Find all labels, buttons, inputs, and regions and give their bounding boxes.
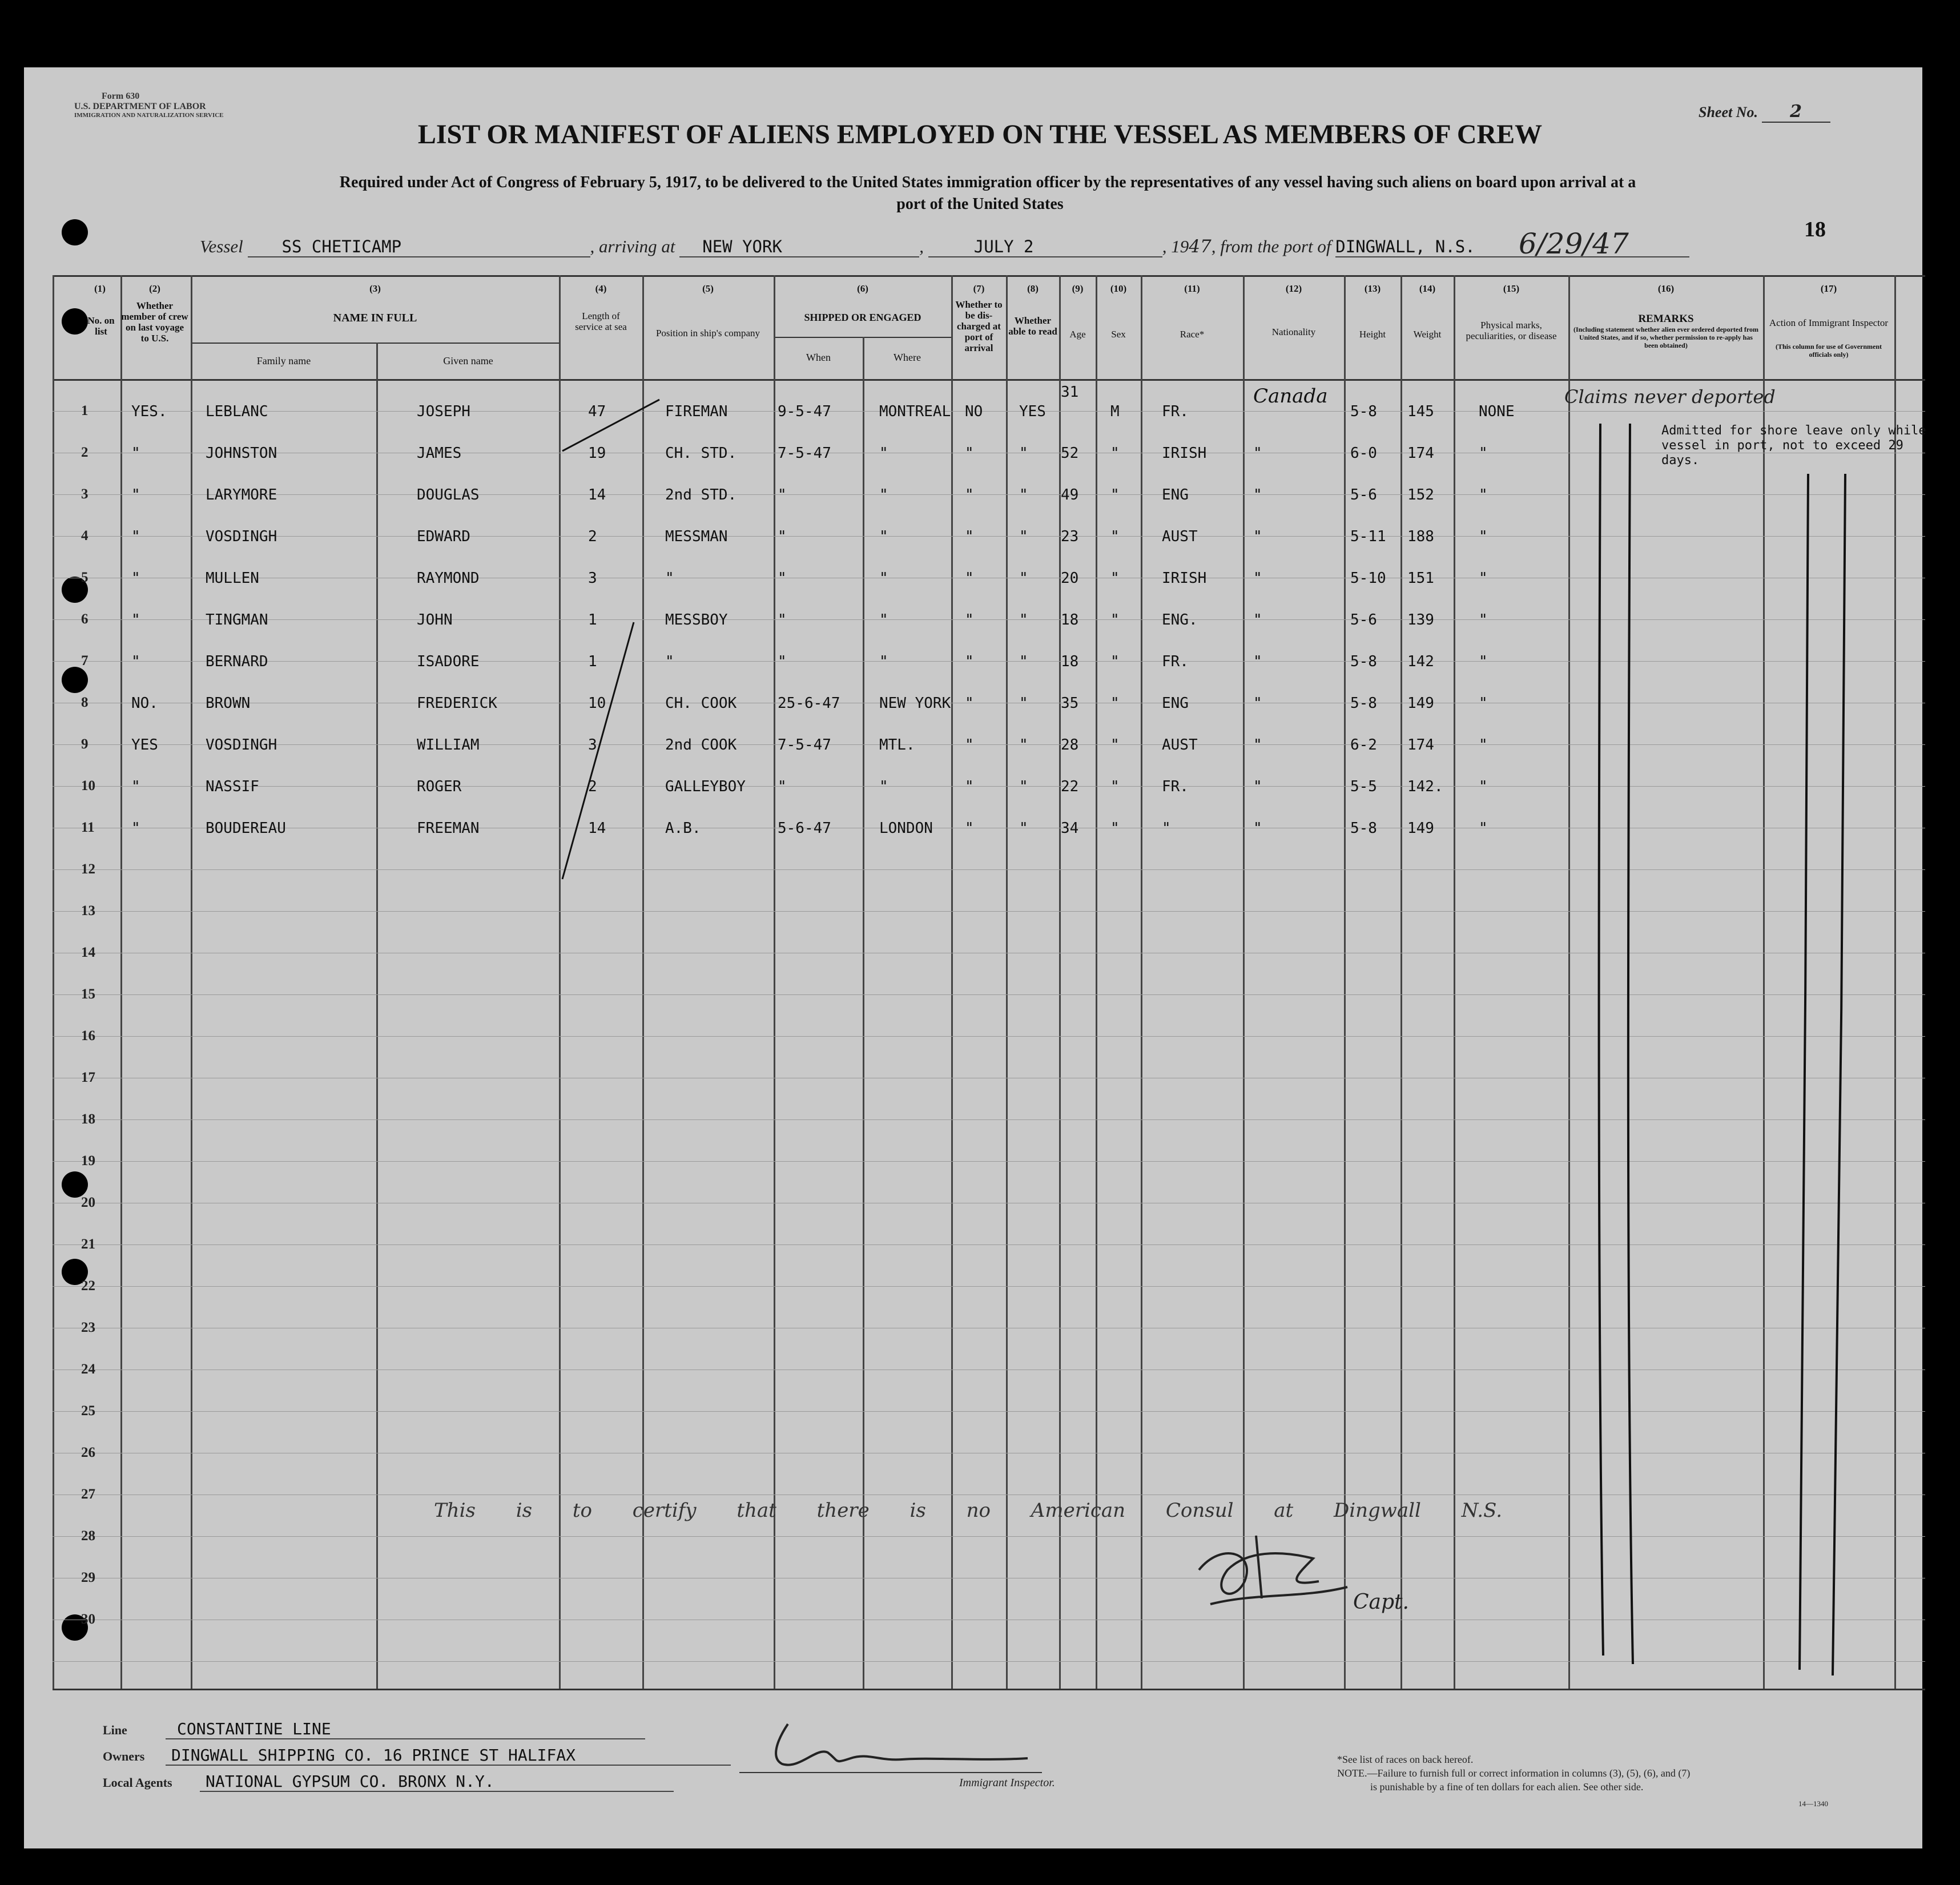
cell-given: EDWARD <box>417 528 470 545</box>
cell-age: 34 <box>1061 820 1079 837</box>
cell-family: BROWN <box>206 695 251 712</box>
cell-family: MULLEN <box>206 570 259 587</box>
cell-sex: " <box>1110 445 1120 462</box>
cell-prev: " <box>131 486 140 504</box>
cell-family: TINGMAN <box>206 611 268 629</box>
cell-position: A.B. <box>665 820 701 837</box>
cell-discharged: " <box>965 695 974 712</box>
arrival-port: NEW YORK <box>679 237 919 257</box>
manifest-subtitle-2: port of the United States <box>896 195 1064 213</box>
row-number: 7 <box>81 653 88 668</box>
cell-position: FIREMAN <box>665 403 728 420</box>
remarks-typed: Admitted for shore leave only while vessel in port, not to exceed 29 days. <box>1661 424 1926 468</box>
cell-discharged: " <box>965 653 974 670</box>
ditto-stroke <box>1599 424 1603 1656</box>
cell-read: " <box>1019 778 1028 795</box>
row-number: 19 <box>81 1153 95 1169</box>
cell-family: LARYMORE <box>206 486 277 504</box>
row-number: 14 <box>81 945 95 960</box>
col-no-header: No. on list <box>87 315 115 337</box>
cell-weight: 174 <box>1407 445 1434 462</box>
row-number: 6 <box>81 611 88 627</box>
cell-where: " <box>879 570 888 587</box>
col-race-header: Race* <box>1180 329 1205 340</box>
col-discharged-number: (7) <box>973 283 985 294</box>
cell-read: " <box>1019 528 1028 545</box>
cell-discharged: " <box>965 528 974 545</box>
cell-when: " <box>778 570 787 587</box>
cell-position: 2nd COOK <box>665 736 737 754</box>
cell-marks: " <box>1479 736 1488 754</box>
col-name-header: NAME IN FULL <box>333 312 417 324</box>
col-position-number: (5) <box>702 283 714 294</box>
cell-height: 5-10 <box>1350 570 1386 587</box>
cell-height: 5-6 <box>1350 486 1377 504</box>
cell-service: 19 <box>588 445 606 462</box>
cell-service: 1 <box>588 653 597 670</box>
footer-owners-row <box>103 1746 731 1766</box>
cell-family: VOSDINGH <box>206 736 277 754</box>
cell-service: 10 <box>588 695 606 712</box>
cell-where: " <box>879 486 888 504</box>
cell-position: " <box>665 570 674 587</box>
row-number: 18 <box>81 1111 95 1127</box>
col-remarks-note: (Including statement whether alien ever ordered deported from United States, and if so, whether permission to re-apply has been obtained) <box>1573 325 1759 349</box>
agents-label: Local Agents <box>103 1775 172 1790</box>
cell-race: " <box>1162 820 1171 837</box>
cell-where: " <box>879 611 888 629</box>
cell-marks: NONE <box>1479 403 1515 420</box>
cell-discharged: NO <box>965 403 983 420</box>
row-number: 4 <box>81 528 88 543</box>
cell-height: 5-8 <box>1350 653 1377 670</box>
form-code: 14—1340 <box>1798 1799 1828 1808</box>
cell-when: 9-5-47 <box>778 403 831 420</box>
col-weight-header: Weight <box>1413 329 1442 340</box>
service-strike <box>562 400 659 451</box>
row-number: 25 <box>81 1403 95 1419</box>
row-number: 30 <box>81 1612 95 1627</box>
ditto-stroke <box>1800 474 1808 1670</box>
cell-height: 5-8 <box>1350 695 1377 712</box>
cell-given: ROGER <box>417 778 462 795</box>
cell-sex: M <box>1110 403 1120 420</box>
cell-position: GALLEYBOY <box>665 778 746 795</box>
cell-weight: 149 <box>1407 820 1434 837</box>
row-number: 24 <box>81 1362 95 1377</box>
cell-discharged: " <box>965 736 974 754</box>
cell-marks: " <box>1479 778 1488 795</box>
row-number: 29 <box>81 1570 95 1585</box>
cell-age: 31 <box>1061 384 1079 401</box>
cell-marks: " <box>1479 695 1488 712</box>
col-shipped-where-header: Where <box>894 352 921 363</box>
col-height-header: Height <box>1359 329 1386 340</box>
cell-prev: " <box>131 528 140 545</box>
col-discharged-header: Whether to be dis-charged at port of arrival <box>955 299 1003 353</box>
footer-line-row <box>103 1719 645 1739</box>
cell-prev: " <box>131 778 140 795</box>
cell-position: MESSBOY <box>665 611 728 629</box>
cell-weight: 151 <box>1407 570 1434 587</box>
col-nationality-number: (12) <box>1285 283 1302 294</box>
row-number: 12 <box>81 861 95 877</box>
handwritten-date: 6/29/47 <box>1519 227 1629 260</box>
cell-given: JOSEPH <box>417 403 470 420</box>
cell-when: " <box>778 778 787 795</box>
cell-family: LEBLANC <box>206 403 268 420</box>
cell-sex: " <box>1110 778 1120 795</box>
cell-sex: " <box>1110 820 1120 837</box>
cell-nationality: " <box>1253 611 1262 629</box>
col-read-header: Whether able to read <box>1008 315 1057 337</box>
cell-nationality: " <box>1253 736 1262 754</box>
arriving-label: , arriving at <box>590 236 675 256</box>
cell-age: 35 <box>1061 695 1079 712</box>
cell-service: 14 <box>588 820 606 837</box>
sheet-number-value: 2 <box>1762 102 1830 123</box>
row-number: 22 <box>81 1278 95 1294</box>
cell-given: WILLIAM <box>417 736 480 754</box>
cell-where: " <box>879 778 888 795</box>
cell-where: " <box>879 528 888 545</box>
sheet-label: Sheet No. <box>1699 104 1758 120</box>
cell-when: 7-5-47 <box>778 736 831 754</box>
cell-sex: " <box>1110 611 1120 629</box>
col-physical-marks-header: Physical marks, peculiarities, or disease <box>1466 320 1557 341</box>
manifest-subtitle-1: Required under Act of Congress of February 5, 1917, to be delivered to the United States immigration officer by the representatives of any vessel having such aliens on board upon arrival at a <box>339 174 1636 191</box>
cell-marks: " <box>1479 486 1488 504</box>
row-number: 10 <box>81 778 95 794</box>
cell-when: " <box>778 486 787 504</box>
cell-service: 14 <box>588 486 606 504</box>
cell-race: FR. <box>1162 653 1189 670</box>
col-shipped-header: SHIPPED OR ENGAGED <box>804 312 921 323</box>
cell-family: VOSDINGH <box>206 528 277 545</box>
row-number: 28 <box>81 1528 95 1544</box>
cell-family: NASSIF <box>206 778 259 795</box>
service-strike <box>562 622 634 879</box>
cell-age: 22 <box>1061 778 1079 795</box>
inspector-label: Immigrant Inspector. <box>959 1777 1055 1789</box>
failure-note: NOTE.—Failure to furnish full or correct information in columns (3), (5), (6), and (7) <box>1337 1767 1691 1779</box>
form-number: Form 630 <box>102 91 140 101</box>
cell-read: " <box>1019 445 1028 462</box>
cell-age: 23 <box>1061 528 1079 545</box>
agents-value: NATIONAL GYPSUM CO. BRONX N.Y. <box>200 1772 674 1792</box>
cell-sex: " <box>1110 486 1120 504</box>
row-number: 2 <box>81 445 88 460</box>
cell-race: AUST <box>1162 528 1198 545</box>
cell-where: " <box>879 445 888 462</box>
col-nationality-header: Nationality <box>1271 327 1316 337</box>
cell-nationality: " <box>1253 820 1262 837</box>
cell-read: " <box>1019 736 1028 754</box>
row-number: 11 <box>81 820 95 835</box>
cell-read: YES <box>1019 403 1046 420</box>
footer-agents-row <box>103 1772 674 1792</box>
cell-height: 6-0 <box>1350 445 1377 462</box>
cell-family: BERNARD <box>206 653 268 670</box>
cell-family: JOHNSTON <box>206 445 277 462</box>
inspector-signature <box>742 1707 1039 1781</box>
cell-age: 28 <box>1061 736 1079 754</box>
cell-sex: " <box>1110 528 1120 545</box>
service-name: IMMIGRATION AND NATURALIZATION SERVICE <box>74 112 224 119</box>
cell-marks: " <box>1479 570 1488 587</box>
col-action-header: Action of Immigrant Inspector <box>1769 317 1889 328</box>
cell-nationality: " <box>1253 695 1262 712</box>
cell-given: ISADORE <box>417 653 480 670</box>
vessel-line: Vessel SS CHETICAMP , arriving at NEW YORK , JULY 2 , 1947, from the port of DINGWALL, N.S. <box>200 236 1689 257</box>
cell-discharged: " <box>965 445 974 462</box>
cell-weight: 149 <box>1407 695 1434 712</box>
col-sex-number: (10) <box>1110 283 1127 294</box>
captain-signature <box>1188 1519 1370 1621</box>
col-given-name-header: Given name <box>443 355 493 366</box>
cell-given: JAMES <box>417 445 462 462</box>
year-value: 47 <box>1189 236 1212 257</box>
cell-service: 2 <box>588 528 597 545</box>
cell-prev: YES <box>131 736 158 754</box>
cell-position: CH. COOK <box>665 695 737 712</box>
cell-marks: " <box>1479 653 1488 670</box>
failure-note-continued: is punishable by a fine of ten dollars for each alien. See other side. <box>1370 1781 1644 1793</box>
cell-service: 47 <box>588 403 606 420</box>
cell-when: 25-6-47 <box>778 695 840 712</box>
cell-where: LONDON <box>879 820 933 837</box>
row-number: 3 <box>81 486 88 502</box>
arrival-date: JULY 2 <box>928 237 1162 257</box>
cell-prev: " <box>131 820 140 837</box>
cell-read: " <box>1019 695 1028 712</box>
ditto-stroke <box>1628 424 1633 1664</box>
cell-given: JOHN <box>417 611 453 629</box>
cell-prev: " <box>131 445 140 462</box>
cell-when: " <box>778 528 787 545</box>
cell-nationality: " <box>1253 653 1262 670</box>
cell-nationality: " <box>1253 570 1262 587</box>
row-number: 16 <box>81 1028 95 1044</box>
cell-marks: " <box>1479 528 1488 545</box>
line-value: CONSTANTINE LINE <box>166 1719 645 1739</box>
col-shipped-when-header: When <box>806 352 831 363</box>
row-number: 21 <box>81 1236 95 1252</box>
cell-race: ENG <box>1162 695 1189 712</box>
cell-age: 18 <box>1061 653 1079 670</box>
cell-weight: 139 <box>1407 611 1434 629</box>
cell-nationality: " <box>1253 778 1262 795</box>
cell-weight: 188 <box>1407 528 1434 545</box>
cell-read: " <box>1019 653 1028 670</box>
cell-position: MESSMAN <box>665 528 728 545</box>
cell-sex: " <box>1110 736 1120 754</box>
certification-text: This is to certify that there is no American Consul at Dingwall N.S. <box>434 1499 1503 1522</box>
cell-nationality: " <box>1253 445 1262 462</box>
row-number: 9 <box>81 736 88 752</box>
page-stamp: 18 <box>1804 218 1826 241</box>
cell-when: " <box>778 653 787 670</box>
row-number: 26 <box>81 1445 95 1460</box>
col-remarks-number: (16) <box>1657 283 1675 294</box>
cell-prev: " <box>131 653 140 670</box>
row-number: 20 <box>81 1195 95 1210</box>
cell-given: DOUGLAS <box>417 486 480 504</box>
cell-race: IRISH <box>1162 570 1207 587</box>
cell-given: FREEMAN <box>417 820 480 837</box>
races-note: *See list of races on back hereof. <box>1337 1754 1474 1765</box>
cell-race: ENG <box>1162 486 1189 504</box>
from-port-label: , from the port of <box>1211 236 1331 256</box>
col-race-number: (11) <box>1184 283 1200 294</box>
row-number: 8 <box>81 695 88 710</box>
col-remarks-header: REMARKS <box>1638 313 1694 325</box>
cell-where: MTL. <box>879 736 915 754</box>
row-number: 13 <box>81 903 95 919</box>
cell-prev: " <box>131 570 140 587</box>
cell-sex: " <box>1110 695 1120 712</box>
cell-age: 52 <box>1061 445 1079 462</box>
col-prev-voyage-header: Whether member of crew on last voyage to U.S. <box>121 300 188 344</box>
inspector-signature-rule <box>739 1772 1042 1773</box>
col-shipped-number: (6) <box>857 283 868 294</box>
owners-value: DINGWALL SHIPPING CO. 16 PRINCE ST HALIFAX <box>166 1746 731 1766</box>
cell-weight: 142. <box>1407 778 1443 795</box>
departure-port: DINGWALL, N.S. <box>1335 237 1689 257</box>
cell-when: 7-5-47 <box>778 445 831 462</box>
col-height-number: (13) <box>1364 283 1381 294</box>
cell-weight: 174 <box>1407 736 1434 754</box>
col-service-number: (4) <box>595 283 607 294</box>
cell-discharged: " <box>965 778 974 795</box>
cell-given: RAYMOND <box>417 570 480 587</box>
cell-height: 5-5 <box>1350 778 1377 795</box>
col-weight-number: (14) <box>1419 283 1436 294</box>
row-number: 15 <box>81 986 95 1002</box>
cell-age: 18 <box>1061 611 1079 629</box>
cell-height: 5-8 <box>1350 820 1377 837</box>
cell-weight: 152 <box>1407 486 1434 504</box>
cell-service: 1 <box>588 611 597 629</box>
col-name-number: (3) <box>369 283 381 294</box>
row-number: 1 <box>81 403 88 418</box>
ditto-stroke <box>1833 474 1845 1675</box>
col-sex-header: Sex <box>1111 329 1126 340</box>
cell-height: 6-2 <box>1350 736 1377 754</box>
cell-age: 49 <box>1061 486 1079 504</box>
col-read-number: (8) <box>1027 283 1039 294</box>
cell-read: " <box>1019 611 1028 629</box>
cell-race: AUST <box>1162 736 1198 754</box>
col-prev-voyage-number: (2) <box>149 283 160 294</box>
col-physical-marks-number: (15) <box>1503 283 1520 294</box>
line-label: Line <box>103 1723 127 1737</box>
cell-weight: 142 <box>1407 653 1434 670</box>
row-number: 17 <box>81 1070 95 1085</box>
col-service-header: Length of service at sea <box>575 311 627 332</box>
cell-when: " <box>778 611 787 629</box>
col-age-number: (9) <box>1072 283 1084 294</box>
department-name: U.S. DEPARTMENT OF LABOR <box>74 102 206 111</box>
cell-nationality: Canada <box>1253 385 1328 408</box>
cell-height: 5-6 <box>1350 611 1377 629</box>
col-no-number: (1) <box>94 283 106 294</box>
vessel-name: SS CHETICAMP <box>248 237 590 257</box>
col-action-note: (This column for use of Government officials only) <box>1775 343 1882 359</box>
cell-marks: " <box>1479 611 1488 629</box>
cell-sex: " <box>1110 570 1120 587</box>
cell-where: " <box>879 653 888 670</box>
cell-read: " <box>1019 820 1028 837</box>
cell-discharged: " <box>965 570 974 587</box>
cell-position: CH. STD. <box>665 445 737 462</box>
cell-when: 5-6-47 <box>778 820 831 837</box>
cell-where: MONTREAL <box>879 403 951 420</box>
cell-sex: " <box>1110 653 1120 670</box>
cell-race: ENG. <box>1162 611 1198 629</box>
cell-race: FR. <box>1162 778 1189 795</box>
cell-position: " <box>665 653 674 670</box>
col-family-name-header: Family name <box>256 355 311 366</box>
cell-service: 3 <box>588 736 597 754</box>
col-position-header: Position in ship's company <box>655 328 760 339</box>
cell-where: NEW YORK <box>879 695 951 712</box>
col-age-header: Age <box>1069 329 1086 340</box>
cell-read: " <box>1019 486 1028 504</box>
vessel-label: Vessel <box>200 236 243 256</box>
cell-marks: " <box>1479 820 1488 837</box>
year-prefix: 19 <box>1171 236 1189 256</box>
cell-weight: 145 <box>1407 403 1434 420</box>
row-number: 27 <box>81 1487 95 1502</box>
cell-age: 20 <box>1061 570 1079 587</box>
cell-read: " <box>1019 570 1028 587</box>
owners-label: Owners <box>103 1749 145 1763</box>
cell-discharged: " <box>965 820 974 837</box>
captain-title: Capt. <box>1353 1590 1409 1614</box>
row-number: 23 <box>81 1320 95 1335</box>
row-number: 5 <box>81 570 88 585</box>
manifest-title: LIST OR MANIFEST OF ALIENS EMPLOYED ON THE VESSEL AS MEMBERS OF CREW <box>417 119 1543 150</box>
cell-discharged: " <box>965 611 974 629</box>
col-action-number: (17) <box>1820 283 1837 294</box>
cell-marks: " <box>1479 445 1488 462</box>
cell-nationality: " <box>1253 528 1262 545</box>
cell-family: BOUDEREAU <box>206 820 286 837</box>
cell-height: 5-8 <box>1350 403 1377 420</box>
cell-given: FREDERICK <box>417 695 497 712</box>
cell-service: 3 <box>588 570 597 587</box>
cell-race: FR. <box>1162 403 1189 420</box>
remarks-handwritten: Claims never deported <box>1564 386 1776 408</box>
cell-prev: " <box>131 611 140 629</box>
cell-prev: NO. <box>131 695 158 712</box>
cell-discharged: " <box>965 486 974 504</box>
cell-race: IRISH <box>1162 445 1207 462</box>
cell-prev: YES. <box>131 403 167 420</box>
cell-service: 2 <box>588 778 597 795</box>
cell-height: 5-11 <box>1350 528 1386 545</box>
cell-nationality: " <box>1253 486 1262 504</box>
cell-position: 2nd STD. <box>665 486 737 504</box>
